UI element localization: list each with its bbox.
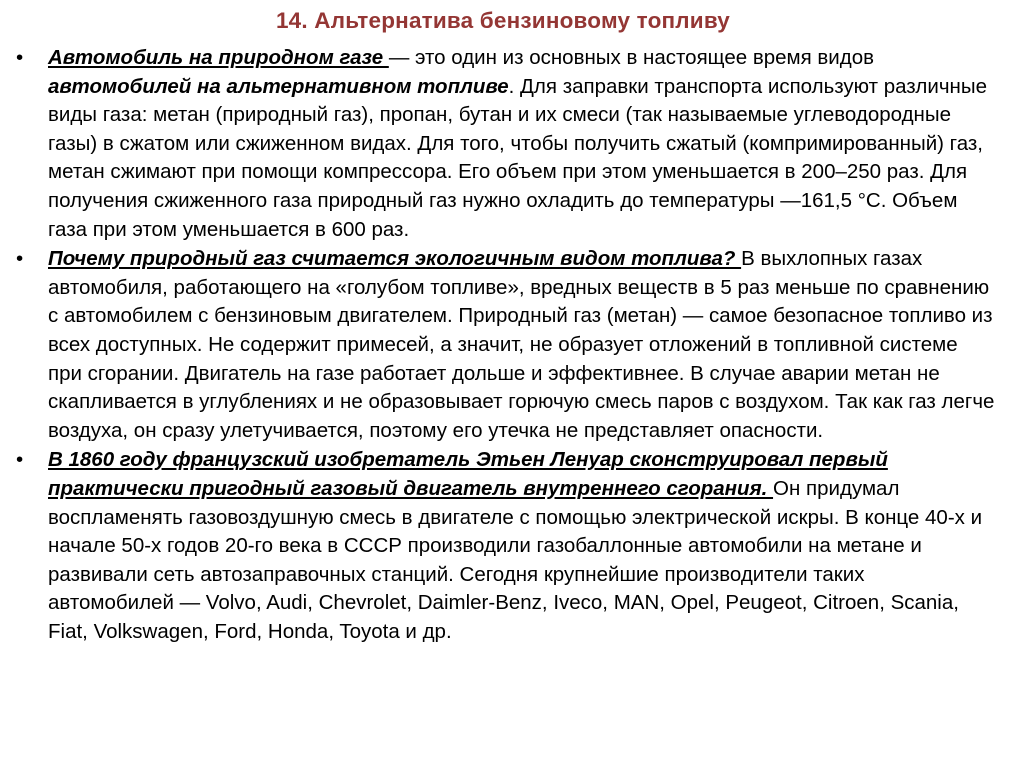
bullet-1-segment-3: . Для заправки транспорта используют различные виды газа: метан (природный газ), пропан, бутан и их смеси (так называемые углеводородные газы) в сжатом или сжиженном видах. Для того, чтобы получить сжатый (компримированный) газ, метан сжимают при помощи компрессора. Его объем при этом уменьшается в 200–250 раз. Для получения сжиженного газа природный газ нужно охладить до температуры —161,5 °С. Объем газа при этом уменьшается в 600 раз.: [48, 74, 987, 241]
bullet-icon: •: [16, 46, 24, 69]
bullet-text-2: [48, 245, 996, 445]
bullet-item-2: [10, 245, 996, 445]
bullet-item-1: [10, 44, 996, 244]
bullet-1-lead: Автомобиль на природном газе: [48, 46, 389, 69]
bullet-text-1: [48, 44, 996, 244]
bullet-icon: •: [16, 448, 24, 472]
bullet-3-segment-1: Он придумал воспламенять газовоздушную смесь в двигателе с помощью электрической искры. В конце 40-х и начале 50-х годов 20-го века в СССР производили газобаллонные автомобили на метане и развивали сеть автозаправочных станций. Сегодня крупнейшие производители таких автомобилей — Volvo, Audi, Chevrolet, Daimler-Benz, Iveco, MAN, Opel, Peugeot, Citroen, Scania, Fiat, Volkswagen, Ford, Honda, Toyota и др.: [48, 476, 983, 643]
slide-title: 14. Альтернатива бензиновому топливу: [275, 8, 731, 33]
bullet-list: [10, 44, 996, 646]
bullet-1-segment-1: — это один из основных в настоящее время видов: [388, 46, 874, 69]
bullet-icon: •: [16, 247, 24, 271]
bullet-item-3: [10, 446, 996, 646]
bullet-2-lead: Почему природный газ считается экологичным видом топлива?: [48, 247, 742, 271]
bullet-3-lead: В 1860 году французский изобретатель Этьен Ленуар сконструировал первый практически пригодный газовый двигатель внутреннего сгорания.: [48, 448, 888, 500]
bullet-text-3: [48, 446, 996, 646]
bullet-1-segment-2: автомобилей на альтернативном топливе: [48, 74, 509, 98]
bullet-2-segment-1: В выхлопных газах автомобиля, работающего на «голубом топливе», вредных веществ в 5 раз меньше по сравнению с автомобилем с бензиновым двигателем. Природный газ (метан) — самое безопасное топливо из всех доступных. Не содержит примесей, а значит, не образует отложений в топливной системе при сгорании. Двигатель на газе работает дольше и эффективнее. В случае аварии метан не скапливается в углублениях и не образовывает горючую смесь паров с воздухом. Так как газ легче воздуха, он сразу улетучивается, поэтому его утечка не представляет опасности.: [48, 247, 995, 442]
